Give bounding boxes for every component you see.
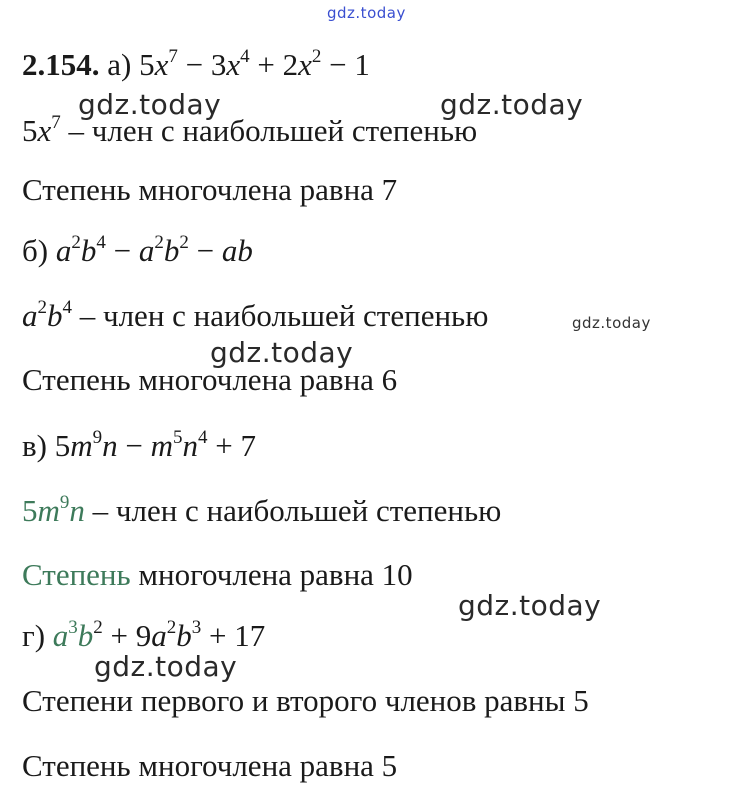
- term: 5: [22, 113, 38, 148]
- var: b: [47, 298, 63, 333]
- exp: 2: [179, 232, 189, 253]
- part-a-leading-term: [22, 113, 477, 149]
- term: 7: [240, 428, 256, 463]
- part-b-label: б): [22, 233, 49, 268]
- part-a-label: а): [107, 47, 132, 82]
- watermark-top: gdz.today: [327, 4, 406, 22]
- var: a: [138, 233, 155, 268]
- part-g-terms-degree: Степени первого и второго членов равны 5: [22, 683, 589, 718]
- highlighted-word: Степень: [22, 557, 131, 592]
- op: −: [321, 47, 355, 82]
- text: – член с наибольшей степенью: [72, 298, 489, 333]
- term: 2: [282, 47, 299, 82]
- watermark: gdz.today: [572, 314, 651, 332]
- var: a: [55, 233, 72, 268]
- part-v-degree: [22, 557, 413, 593]
- problem-a-expression: [22, 47, 370, 83]
- watermark: gdz.today: [440, 88, 584, 121]
- exp: 3: [68, 617, 78, 638]
- op: +: [207, 428, 241, 463]
- exp: 4: [197, 427, 208, 448]
- exp: 4: [62, 297, 72, 318]
- term: 3: [210, 47, 227, 82]
- term: 5: [139, 47, 155, 82]
- highlighted-term: [22, 493, 85, 528]
- var: n: [182, 428, 198, 463]
- problem-number: 2.154.: [22, 47, 100, 82]
- part-v-leading-term: [22, 493, 501, 529]
- term: 1: [354, 47, 370, 82]
- part-a-degree: Степень многочлена равна 7: [22, 172, 398, 207]
- exp: 7: [168, 46, 178, 67]
- var: x: [154, 47, 169, 82]
- op: −: [105, 233, 139, 268]
- exp: 2: [166, 617, 177, 638]
- exp: 9: [92, 427, 103, 448]
- exp: 2: [71, 232, 81, 253]
- var: a: [151, 618, 167, 653]
- exp: 2: [93, 617, 103, 638]
- part-v-expression: [22, 428, 256, 464]
- var: b: [163, 233, 180, 268]
- var: m: [37, 493, 60, 528]
- part-g-expression: [22, 618, 265, 654]
- op: −: [188, 233, 222, 268]
- var: x: [226, 47, 241, 82]
- var: n: [69, 493, 85, 528]
- var: b: [176, 618, 192, 653]
- part-g-label: г): [22, 618, 46, 653]
- var: x: [298, 47, 312, 82]
- var: ab: [221, 233, 253, 268]
- var: b: [77, 618, 94, 653]
- exp: 2: [154, 232, 164, 253]
- part-g-degree: Степень многочлена равна 5: [22, 748, 398, 783]
- op: −: [117, 428, 151, 463]
- exp: 9: [59, 492, 70, 513]
- op: −: [177, 47, 211, 82]
- exp: 5: [172, 427, 183, 448]
- part-b-expression: [22, 233, 253, 269]
- term: 5: [54, 428, 71, 463]
- watermark: gdz.today: [210, 336, 354, 369]
- var: a: [22, 298, 38, 333]
- exp: 2: [311, 46, 322, 67]
- part-v-label: в): [22, 428, 47, 463]
- var: m: [70, 428, 93, 463]
- exp: 3: [191, 617, 202, 638]
- op: +: [201, 618, 235, 653]
- watermark: gdz.today: [94, 650, 238, 683]
- op: +: [249, 47, 283, 82]
- term: 17: [234, 618, 266, 653]
- var: a: [52, 618, 69, 653]
- part-b-leading-term: [22, 298, 488, 334]
- text: многочлена равна 10: [130, 557, 413, 592]
- op: +: [102, 618, 136, 653]
- text: – член с наибольшей степенью: [60, 113, 478, 148]
- part-b-degree: Степень многочлена равна 6: [22, 362, 398, 397]
- exp: 4: [240, 46, 250, 67]
- watermark: gdz.today: [458, 589, 602, 622]
- var: x: [37, 113, 52, 148]
- exp: 4: [96, 232, 106, 253]
- var: m: [150, 428, 173, 463]
- var: n: [102, 428, 118, 463]
- var: b: [80, 233, 97, 268]
- exp: 7: [51, 112, 61, 133]
- watermark: gdz.today: [78, 88, 222, 121]
- exp: 2: [37, 297, 47, 318]
- term: 9: [135, 618, 152, 653]
- text: – член с наибольшей степенью: [84, 493, 502, 528]
- term: 5: [22, 493, 38, 528]
